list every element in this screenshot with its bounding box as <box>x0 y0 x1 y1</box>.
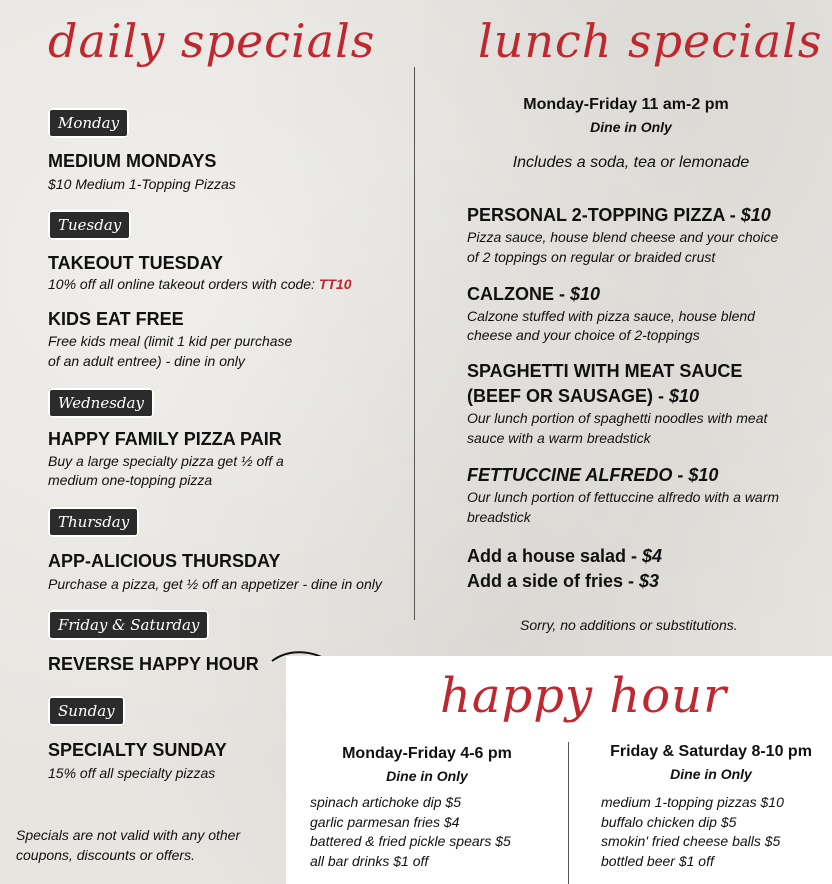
special-desc: Purchase a pizza, get ½ off an appetizer - dine in only <box>48 576 382 592</box>
special-title: SPECIALTY SUNDAY <box>48 740 227 760</box>
happy-dine-in-left: Dine in Only <box>386 768 468 784</box>
lunch-note: Sorry, no additions or substitutions. <box>520 617 738 633</box>
day-tag-wednesday: Wednesday <box>48 388 154 418</box>
lunch-item-desc: breadstick <box>467 509 531 525</box>
happy-hour-divider <box>568 742 569 884</box>
lunch-item-title: SPAGHETTI WITH MEAT SAUCE <box>467 361 743 381</box>
day-tag-sunday: Sunday <box>48 696 125 726</box>
happy-item: spinach artichoke dip $5 <box>310 794 461 810</box>
happy-hours-left: Monday-Friday 4-6 pm <box>342 745 512 762</box>
disclaimer: Specials are not valid with any other <box>16 827 241 843</box>
special-title: HAPPY FAMILY PIZZA PAIR <box>48 429 282 449</box>
lunch-specials-heading: lunch specials <box>478 14 823 68</box>
happy-item: buffalo chicken dip $5 <box>601 814 737 830</box>
lunch-dine-in: Dine in Only <box>590 119 672 135</box>
special-desc: 10% off all online takeout orders with code: TT10 <box>48 276 352 292</box>
happy-item: battered & fried pickle spears $5 <box>310 833 511 849</box>
lunch-item-title: FETTUCCINE ALFREDO - $10 <box>467 465 719 485</box>
special-title: APP-ALICIOUS THURSDAY <box>48 551 281 571</box>
lunch-item-desc: Calzone stuffed with pizza sauce, house blend <box>467 308 755 324</box>
special-desc: 15% off all specialty pizzas <box>48 765 216 781</box>
add-on: Add a side of fries - $3 <box>467 571 660 591</box>
happy-item: medium 1-topping pizzas $10 <box>601 794 784 810</box>
daily-specials-heading: daily specials <box>48 14 376 68</box>
lunch-item-desc: cheese and your choice of 2-toppings <box>467 327 700 343</box>
special-title: MEDIUM MONDAYS <box>48 151 217 171</box>
lunch-item-desc: Our lunch portion of fettuccine alfredo with a warm <box>467 489 780 505</box>
lunch-item-desc: sauce with a warm breadstick <box>467 430 651 446</box>
special-desc: $10 Medium 1-Topping Pizzas <box>48 176 236 192</box>
day-tag-monday: Monday <box>48 108 129 138</box>
promo-code: TT10 <box>318 276 352 292</box>
happy-hour-heading: happy hour <box>440 668 728 724</box>
special-title: REVERSE HAPPY HOUR <box>48 654 259 674</box>
lunch-item-title: PERSONAL 2-TOPPING PIZZA - $10 <box>467 205 771 225</box>
special-title: KIDS EAT FREE <box>48 309 184 329</box>
happy-item: garlic parmesan fries $4 <box>310 814 460 830</box>
lunch-hours: Monday-Friday 11 am-2 pm <box>523 96 729 113</box>
lunch-item-title: (BEEF OR SAUSAGE) - $10 <box>467 386 700 406</box>
special-desc: medium one-topping pizza <box>48 472 213 488</box>
lunch-includes: Includes a soda, tea or lemonade <box>512 154 750 171</box>
lunch-item-desc: of 2 toppings on regular or braided crust <box>467 249 716 265</box>
special-desc: Buy a large specialty pizza get ½ off a <box>48 453 284 469</box>
happy-item: smokin' fried cheese balls $5 <box>601 833 781 849</box>
special-desc: of an adult entree) - dine in only <box>48 353 245 369</box>
add-on: Add a house salad - $4 <box>467 546 663 566</box>
happy-dine-in-right: Dine in Only <box>670 766 752 782</box>
happy-item: all bar drinks $1 off <box>310 853 429 869</box>
happy-item: bottled beer $1 off <box>601 853 714 869</box>
day-tag-tuesday: Tuesday <box>48 210 131 240</box>
lunch-item-desc: Pizza sauce, house blend cheese and your choice <box>467 229 779 245</box>
lunch-item-title: CALZONE - $10 <box>467 284 601 304</box>
day-tag-friday-saturday: Friday & Saturday <box>48 610 209 640</box>
happy-hours-right: Friday & Saturday 8-10 pm <box>610 743 812 760</box>
special-title: TAKEOUT TUESDAY <box>48 253 224 273</box>
day-tag-thursday: Thursday <box>48 507 139 537</box>
disclaimer: coupons, discounts or offers. <box>16 847 195 863</box>
column-divider <box>414 67 415 620</box>
lunch-item-desc: Our lunch portion of spaghetti noodles with meat <box>467 410 768 426</box>
special-desc: Free kids meal (limit 1 kid per purchase <box>48 333 293 349</box>
